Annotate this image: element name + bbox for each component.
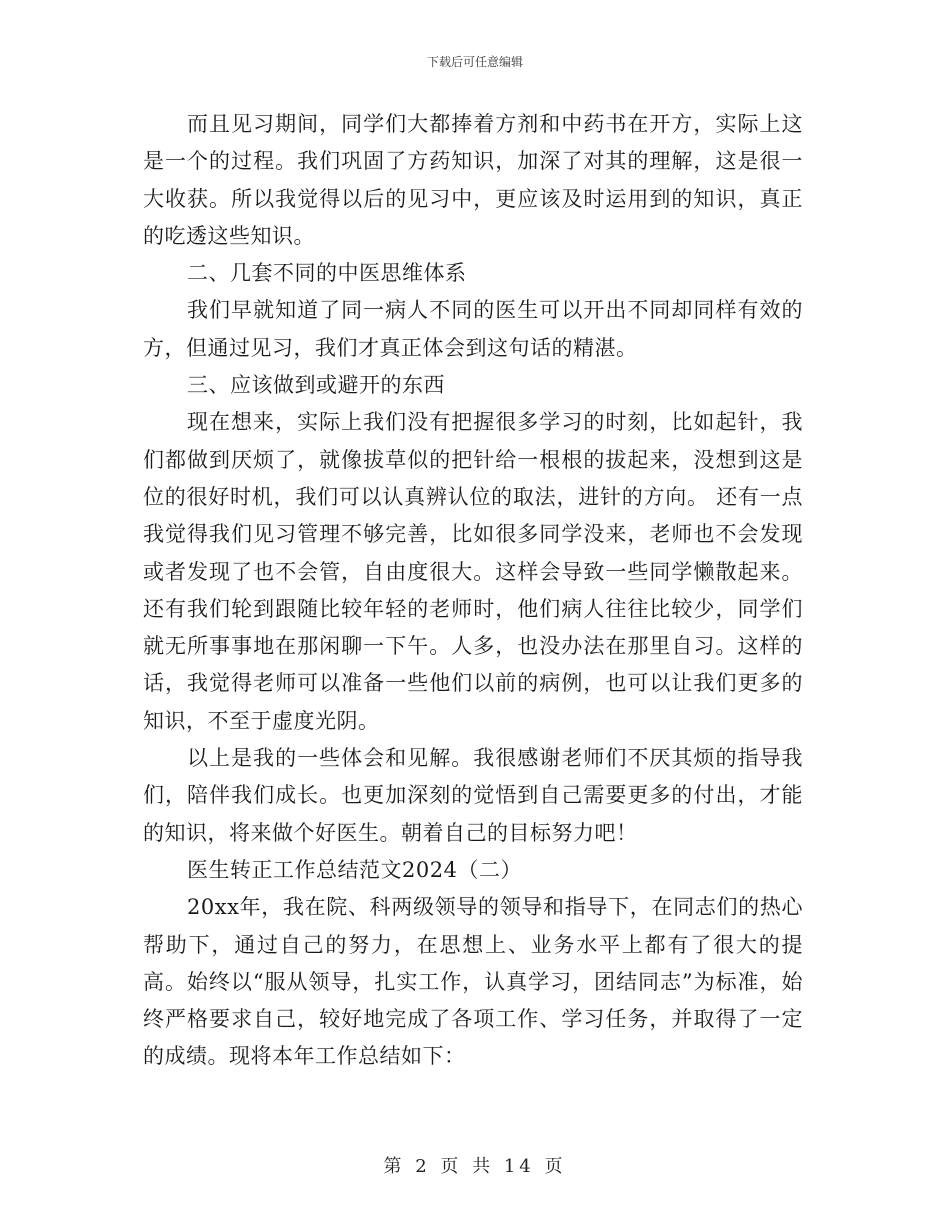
paragraph-reflection: 现在想来，实际上我们没有把握很多学习的时刻，比如起针，我们都做到厌烦了，就像拔草似的把针给一根根的拔起来，没想到这是位的很好时机，我们可以认真辨认位的取法，进针的方向。 还有一点我觉得我们见习管理不够完善，比如很多同学没来，老师也不会发现或者发现了也不会管，自由度很大。这样会导致一些同学懒散起来。还有我们轮到跟随比较年轻的老师时，他们病人往往比较少，同学们就无所事事地在那闲聊一下午。人多，也没办法在那里自习。这样的话，我觉得老师可以准备一些他们以前的病例，也可以让我们更多的知识，不至于虚度光阴。: [143, 410, 803, 733]
paragraph-prescription: 而且见习期间，同学们大都捧着方剂和中药书在开方，实际上这是一个的过程。我们巩固了方药知识，加深了对其的理解，这是很一大收获。所以我觉得以后的见习中，更应该及时运用到的知识，真正的吃透这些知识。: [143, 112, 803, 248]
section-heading-thinking-systems: 二、几套不同的中医思维体系: [187, 261, 467, 286]
section-title-summary-2: 医生转正工作总结范文2024（二）: [187, 857, 522, 882]
page-number: 第 2 页 共 14 页: [383, 1156, 567, 1177]
section-heading-dos-donts: 三、应该做到或避开的东西: [187, 373, 445, 398]
document-body: [143, 106, 803, 1076]
paragraph-annual-summary: 20xx年，我在院、科两级领导的领导和指导下，在同志们的热心帮助下，通过自己的努力，在思想上、业务水平上都有了很大的提高。始终以“服从领导，扎实工作，认真学习，团结同志”为标准，始终严格要求自己，较好地完成了各项工作、学习任务，并取得了一定的成绩。现将本年工作总结如下：: [143, 895, 803, 1069]
paragraph-gratitude: 以上是我的一些体会和见解。我很感谢老师们不厌其烦的指导我们，陪伴我们成长。也更加深刻的觉悟到自己需要更多的付出，才能的知识，将来做个好医生。朝着自己的目标努力吧！: [143, 746, 803, 845]
page-header-note: 下载后可任意编辑: [426, 55, 523, 69]
paragraph-different-doctors: 我们早就知道了同一病人不同的医生可以开出不同却同样有效的方，但通过见习，我们才真正体会到这句话的精湛。: [143, 298, 803, 360]
